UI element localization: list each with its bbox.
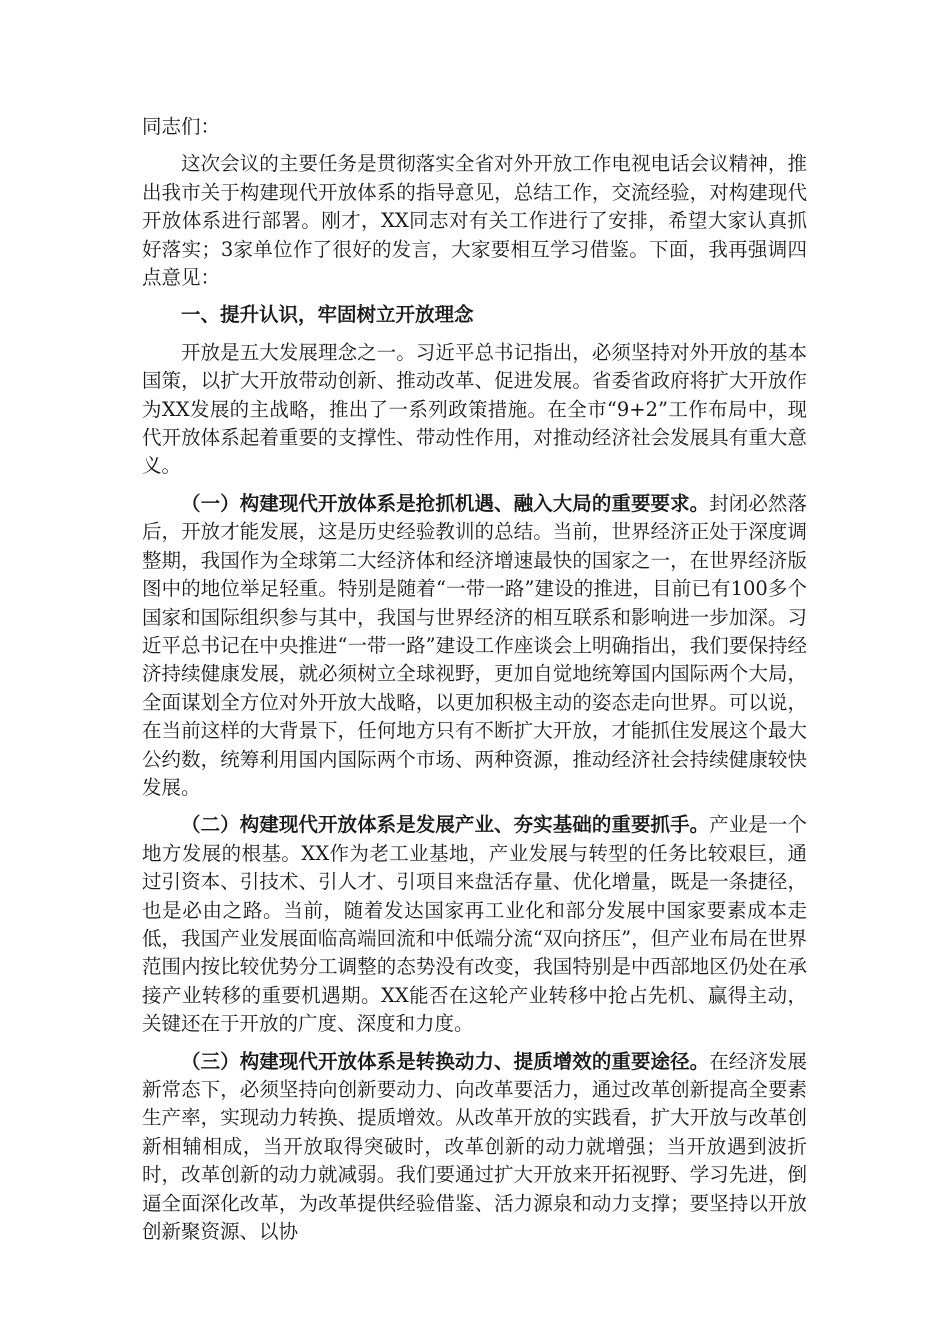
document-page: [142, 113, 807, 1255]
point-body-2: 产业是一个地方发展的根基。XX作为老工业基地，产业发展与转型的任务比较艰巨，通过引资本、引技术、引人才、引项目来盘活存量、优化增量，既是一条捷径，也是必由之路。当前，随着发达国家再工业化和部分发展中国家要素成本走低，我国产业发展面临高端回流和中低端分流“双向挤压”，但产业布局在世界范围内按比较优势分工调整的态势没有改变，我国特别是中西部地区仍处在承接产业转移的重要机遇期。XX能否在这轮产业转移中抢占先机、赢得主动，关键还在于开放的广度、深度和力度。: [142, 813, 807, 1036]
point-body-3: 在经济发展新常态下，必须坚持向创新要动力、向改革要活力，通过改革创新提高全要素生产率，实现动力转换、提质增效。从改革开放的实践看，扩大开放与改革创新相辅相成，当开放取得突破时，改革创新的动力就增强；当开放遇到波折时，改革创新的动力就减弱。我们要通过扩大开放来开拓视野、学习先进，倒逼全面深化改革，为改革提供经验借鉴、活力源泉和动力支撑；要坚持以开放创新聚资源、以协: [142, 1049, 807, 1244]
point-lead-3: （三）构建现代开放体系是转换动力、提质增效的重要途径。: [181, 1049, 710, 1073]
greeting: 同志们：: [142, 115, 221, 138]
point-lead-2: （二）构建现代开放体系是发展产业、夯实基础的重要抓手。: [181, 813, 710, 837]
section-1-paragraph: 开放是五大发展理念之一。习近平总书记指出，必须坚持对外开放的基本国策，以扩大开放带动创新、推动改革、促进发展。省委省政府将扩大开放作为XX发展的主战略，推出了一系列政策措施。在全市“9+2”工作布局中，现代开放体系起着重要的支撑性、带动性作用，对推动经济社会发展具有重大意义。: [142, 340, 807, 478]
intro-paragraph: 这次会议的主要任务是贯彻落实全省对外开放工作电视电话会议精神，推出我市关于构建现代开放体系的指导意见，总结工作，交流经验，对构建现代开放体系进行部署。刚才，XX同志对有关工作进行了安排，希望大家认真抓好落实；3家单位作了很好的发言，大家要相互学习借鉴。下面，我再强调四点意见：: [142, 152, 807, 290]
point-paragraph-1: [142, 490, 807, 802]
point-body-1: 封闭必然落后，开放才能发展，这是历史经验教训的总结。当前，世界经济正处于深度调整期，我国作为全球第二大经济体和经济增速最快的国家之一，在世界经济版图中的地位举足轻重。特别是随着“一带一路”建设的推进，目前已有100多个国家和国际组织参与其中，我国与世界经济的相互联系和影响进一步加深。习近平总书记在中央推进“一带一路”建设工作座谈会上明确指出，我们要保持经济持续健康发展，就必须树立全球视野，更加自觉地统筹国内国际两个大局，全面谋划全方位对外开放大战略，以更加积极主动的姿态走向世界。可以说，在当前这样的大背景下，任何地方只有不断扩大开放，才能抓住发展这个最大公约数，统筹利用国内国际两个市场、两种资源，推动经济社会持续健康较快发展。: [142, 491, 807, 799]
point-lead-1: （一）构建现代开放体系是抢抓机遇、融入大局的重要要求。: [181, 491, 710, 515]
point-paragraph-3: [142, 1048, 807, 1247]
point-paragraph-2: [142, 811, 807, 1038]
section-heading-1: 一、提升认识，牢固树立开放理念: [181, 303, 474, 327]
